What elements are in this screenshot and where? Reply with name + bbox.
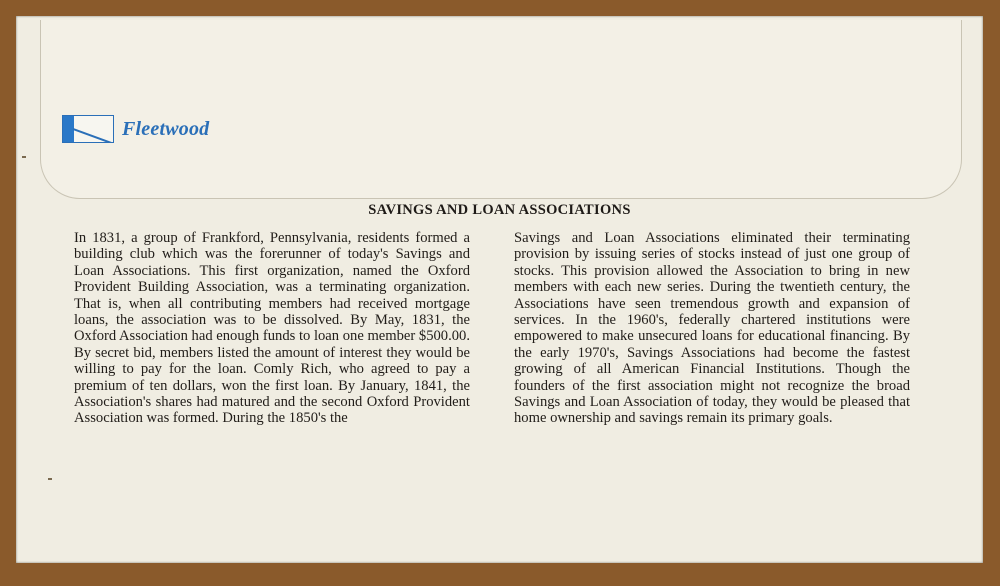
paper-fleck — [22, 156, 26, 158]
paper-fleck — [48, 478, 52, 480]
brand-name: Fleetwood — [122, 117, 210, 140]
fleetwood-logo — [62, 115, 209, 143]
logo-box-icon — [62, 115, 114, 143]
text-column-left — [74, 230, 470, 427]
text-column-right — [514, 230, 910, 427]
envelope-back — [16, 16, 983, 563]
paragraph-right: Savings and Loan Associations eliminated their terminating provision by issuing series of stocks instead of just one group of stocks. This provision allowed the Association to bring in new members with each new series. During the twentieth century, the Associations have seen tremendous growth and expansion of services. In the 1960's, federally chartered institutions were empowered to make unsecured loans for educational financing. By the early 1970's, Savings Associations had become the fastest growing of all American Financial Institutions. Though the founders of the first association might not recognize the broad Savings and Loan Association of today, they would be pleased that home ownership and savings remain its primary goals. — [514, 230, 910, 427]
article-title: SAVINGS AND LOAN ASSOCIATIONS — [368, 202, 631, 218]
envelope-flap — [40, 20, 962, 199]
paragraph-left: In 1831, a group of Frankford, Pennsylvania, residents formed a building club which was the forerunner of today's Savings and Loan Associations. This first organization, named the Oxford Provident Building Association, was a terminating organization. That is, when all contributing members had received mortgage loans, the association was to be dissolved. By May, 1831, the Oxford Association had enough funds to loan one member $500.00. By secret bid, members listed the amount of interest they would be willing to pay for the loan. Comly Rich, who agreed to pay a premium of ten dollars, won the first loan. By January, 1841, the Association's shares had matured and the second Oxford Provident Association was formed. During the 1850's the — [74, 230, 470, 427]
